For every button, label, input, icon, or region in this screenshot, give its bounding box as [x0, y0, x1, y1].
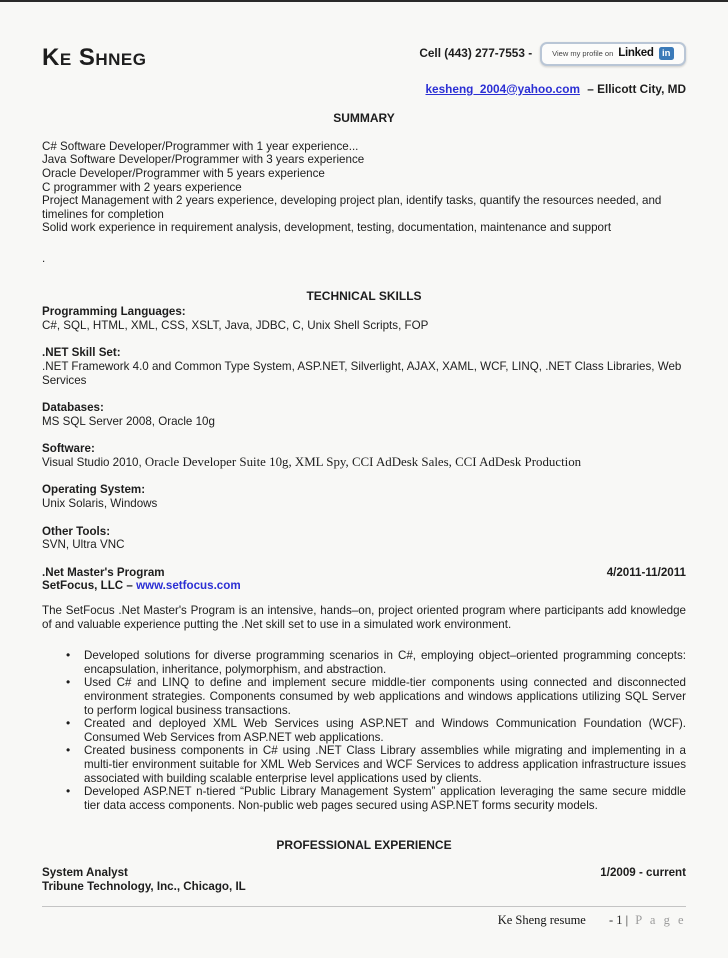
linkedin-button-text: View my profile on [552, 49, 614, 58]
footer-divider [42, 906, 686, 907]
program-dates: 4/2011-11/2011 [606, 565, 686, 579]
program-bullets [42, 649, 686, 812]
program-bullet: • Created and deployed XML Web Services using ASP.NET and Windows Communication Foundation (WCF). Consumed Web Services from ASP.NET web applications. [64, 717, 686, 744]
skill-text: C#, SQL, HTML, XML, CSS, XSLT, Java, JDBC, C, Unix Shell Scripts, FOP [42, 318, 429, 332]
job-title-row [42, 866, 686, 880]
stray-dot: . [42, 251, 46, 265]
skills-groups [42, 305, 686, 552]
skill-group [42, 442, 686, 469]
program-bullet: • Developed ASP.NET n-tiered “Public Library Management System” application leveraging the same secure middle tier data access components. Non-public web pages secured using ASP.NET forms security models. [64, 785, 686, 812]
technical-skills-heading: TECHNICAL SKILLS [306, 288, 422, 303]
page-footer [42, 912, 686, 928]
skill-group-value [42, 456, 686, 470]
skill-group-label: Databases: [42, 401, 104, 415]
job-title: System Analyst [42, 865, 128, 879]
summary-line: Oracle Developer/Programmer with 5 years experience [42, 166, 325, 180]
program-description: The SetFocus .Net Master's Program is an intensive, hands–on, project oriented program where participants add knowledge of and valuable experience putting the .Net skill set to use in a simulated work environment. [42, 604, 686, 631]
summary-line: C# Software Developer/Programmer with 1 year experience... [42, 139, 359, 153]
setfocus-link[interactable]: www.setfocus.com [136, 579, 241, 593]
location-text: – Ellicott City, MD [587, 81, 686, 96]
skill-group-value [42, 415, 686, 429]
skill-group-label: Software: [42, 442, 95, 456]
summary-line: Solid work experience in requirement analysis, development, testing, documentation, maintenance and support [42, 221, 612, 235]
linkedin-icon: in [659, 47, 674, 60]
phone-text: Cell (443) 277-7553 - [419, 46, 533, 60]
skill-group [42, 483, 686, 510]
program-org-line [42, 579, 686, 593]
skill-group-value [42, 497, 686, 511]
skill-group-label: Programming Languages: [42, 305, 186, 319]
skill-group-value [42, 319, 686, 333]
program-section [42, 566, 686, 813]
skill-group-value [42, 360, 686, 387]
program-title-row [42, 566, 686, 580]
linkedin-profile-button[interactable] [540, 42, 686, 66]
linkedin-wordmark: Linked [618, 47, 654, 59]
skill-group-label: Operating System: [42, 483, 146, 497]
skill-group-label: .NET Skill Set: [42, 346, 121, 360]
summary-line: Project Management with 2 years experience, developing project plan, identify tasks, quantify the resources needed, and timelines for completion [42, 194, 662, 221]
program-bullet: • Created business components in C# using .NET Class Library assemblies while migrating and implementing in a multi-tier environment suitable for XML Web Services and WCF Services to address application infrastructure issues associated with building scalable enterprise level applications used by clients. [64, 744, 686, 785]
program-bullet: • Developed solutions for diverse programming scenarios in C#, employing object–oriented programming concepts: encapsulation, inheritance, polymorphism, and abstraction. [64, 649, 686, 676]
phone-row [419, 42, 686, 66]
summary-line: C programmer with 2 years experience [42, 180, 242, 194]
skill-group [42, 401, 686, 428]
email-row [426, 83, 687, 97]
professional-experience-heading: PROFESSIONAL EXPERIENCE [276, 838, 452, 853]
skill-group-label: Other Tools: [42, 524, 111, 538]
summary-heading: SUMMARY [333, 111, 395, 126]
email-link[interactable]: kesheng_2004@yahoo.com [425, 81, 580, 96]
program-bullet: • Used C# and LINQ to define and implement secure middle-tier components using connected and disconnected environment strategies. Components consumed by web applications and windows applications utilizing SQL Server to perform logical business transactions. [64, 676, 686, 717]
skill-group-value [42, 538, 686, 552]
footer-name: Ke Sheng resume [497, 913, 586, 928]
resume-header [42, 42, 686, 96]
company-name: Tribune Technology, Inc., Chicago, IL [42, 879, 246, 893]
skill-group [42, 525, 686, 552]
skill-group [42, 305, 686, 332]
candidate-name: Ke Shneg [42, 44, 147, 71]
skill-text: SVN, Ultra VNC [42, 538, 125, 552]
footer-page-number: - 1 | [608, 913, 629, 928]
skill-text: Oracle Developer Suite 10g, XML Spy, CCI AdDesk Sales, CCI AdDesk Production [144, 454, 582, 469]
skill-text: Unix Solaris, Windows [42, 497, 158, 511]
summary-line: Java Software Developer/Programmer with 3 years experience [42, 153, 365, 167]
summary-lines [42, 140, 686, 235]
job-dates: 1/2009 - current [600, 865, 686, 879]
skill-text: MS SQL Server 2008, Oracle 10g [42, 414, 215, 428]
skill-text: Visual Studio 2010, [42, 455, 145, 469]
skill-group [42, 346, 686, 387]
contact-block [419, 42, 686, 96]
skill-text: .NET Framework 4.0 and Common Type System, ASP.NET, Silverlight, AJAX, XAML, WCF, LINQ, .NET Class Libraries, Web Services [42, 359, 682, 387]
program-title: .Net Master's Program [42, 565, 165, 579]
org-name: SetFocus, LLC – [42, 579, 137, 593]
footer-page-word: P a g e [635, 913, 686, 928]
